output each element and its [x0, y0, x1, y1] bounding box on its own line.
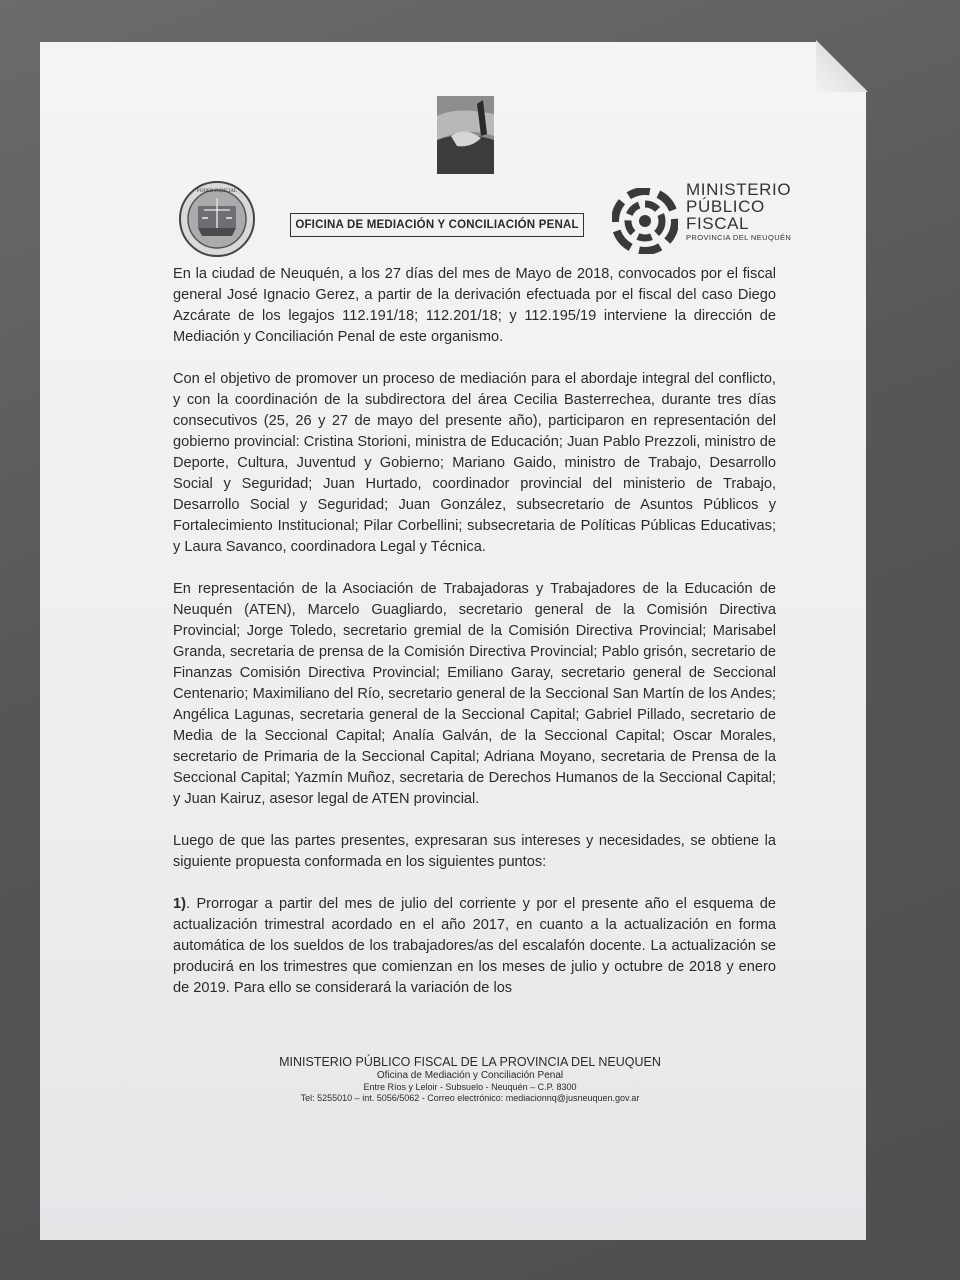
ministry-line-2: PÚBLICO — [686, 197, 765, 216]
footer-line-1: MINISTERIO PÚBLICO FISCAL DE LA PROVINCIA DEL NEUQUEN — [279, 1055, 661, 1069]
paragraph-government: Con el objetivo de promover un proceso de mediación para el abordaje integral del conflicto, y con la coordinación de la subdirectora del área Cecilia Basterrechea, durante tres días consecutivos (25, 26 y 27 de mayo del presente año), participaron en representación del gobierno provincial: Cristina Storioni, ministra de Educación; Juan Pablo Prezzoli, ministro de Deporte, Cultura, Juventud y Gobierno; Mariano Gaido, ministro de Trabajo, Desarrollo Social y Seguridad; Juan Hurtado, coordinador provincial del ministerio de Trabajo, Desarrollo Social y Seguridad; Juan González, subsecretario de Asuntos Públicos y Fortalecimiento Institucional; Pilar Corbellini; subsecretaria de Políticas Públicas Educativas; y Laura Savanco, coordinadora Legal y Técnica. — [173, 371, 776, 555]
point-text: . Prorrogar a partir del mes de julio del corriente y por el presente año el esquema de actualización trimestral acordado en el año 2017, en cuanto a la actualización en forma automática de los sueldos de los trabajadores/as del escalafón docente. La actualización se producirá en los trimestres que comienzan en los meses de julio y octubre de 2018 y enero de 2019. Para ello se considerará la variación de los — [173, 896, 776, 996]
point-number: 1) — [173, 896, 186, 912]
ministry-subtitle: PROVINCIA DEL NEUQUÉN — [686, 233, 792, 242]
footer-line-4: Tel: 5255010 – int. 5056/5062 - Correo electrónico: mediacionnq@jusneuquen.gov.ar — [300, 1093, 640, 1103]
paragraph-intro: En la ciudad de Neuquén, a los 27 días del mes de Mayo de 2018, convocados por el fiscal general José Ignacio Gerez, a partir de la derivación efectuada por el fiscal del caso Diego Azcárate de los legajos 112.191/18; 112.201/18; y 112.195/19 interviene la dirección de Mediación y Conciliación Penal de este organismo. — [173, 266, 776, 345]
svg-text:PODER JUDICIAL: PODER JUDICIAL — [196, 189, 238, 194]
ministry-line-1: MINISTERIO — [686, 180, 792, 199]
paragraph-point-1 — [173, 894, 776, 999]
handshake-photo — [437, 96, 494, 174]
page-footer — [200, 1055, 740, 1104]
document-body — [173, 264, 776, 999]
judicial-seal-icon — [178, 180, 256, 258]
footer-line-3: Entre Ríos y Leloir - Subsuelo - Neuquén – C.P. 8300 — [363, 1082, 577, 1092]
ministry-wordmark — [686, 181, 791, 242]
paragraph-proposal: Luego de que las partes presentes, expresaran sus intereses y necesidades, se obtiene la siguiente propuesta conformada en los siguientes puntos: — [173, 833, 776, 870]
footer-line-2: Oficina de Mediación y Conciliación Penal — [376, 1070, 564, 1081]
office-title-box — [290, 213, 584, 237]
ministry-line-3: FISCAL — [686, 214, 750, 233]
paragraph-aten: En representación de la Asociación de Trabajadoras y Trabajadores de la Educación de Neuquén (ATEN), Marcelo Guagliardo, secretario general de la Comisión Directiva Provincial; Jorge Toledo, secretario gremial de la Comisión Directiva Provincial; Marisabel Granda, secretaria de prensa de la Comisión Directiva Provincial; Pablo grisón, secretario de Finanzas Comisión Directiva Provincial; Emiliano Garay, secretario general de Seccional Centenario; Maximiliano del Río, secretario general de la Seccional San Martín de los Andes; Angélica Lagunas, secretaria general de la Seccional Capital; Gabriel Pillado, secretario de Media de la Seccional Capital; Analía Galván, de la Seccional Capital; Oscar Morales, secretario de Primaria de la Seccional Capital; Adriana Moyano, secretaria de Prensa de la Seccional Capital; Yazmín Muñoz, secretaria de Derechos Humanos de la Seccional Capital; y Juan Kairuz, asesor legal de ATEN provincial. — [173, 581, 776, 807]
ministerio-logo-icon — [612, 188, 678, 254]
office-title: OFICINA DE MEDIACIÓN Y CONCILIACIÓN PENAL — [295, 219, 579, 231]
